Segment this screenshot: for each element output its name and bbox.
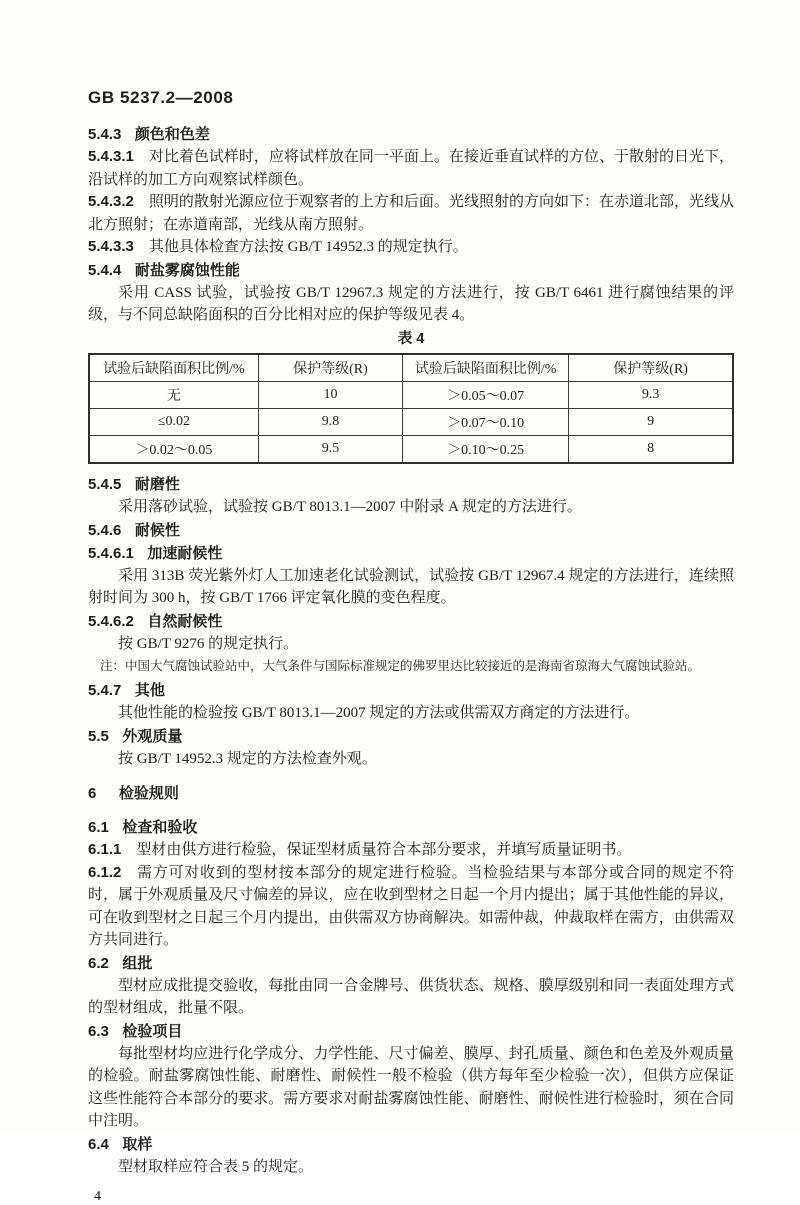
table-cell: 9.8: [258, 409, 402, 436]
heading-5-4-3: [88, 123, 734, 146]
heading-number: 5.4.6.2: [88, 612, 134, 630]
paragraph-other-tests: 其他性能的检验按 GB/T 8013.1—2007 规定的方法或供需双方商定的方法进行。: [118, 705, 640, 721]
clause-5-4-3-2: [88, 191, 734, 236]
heading-number: 5.4.3: [88, 126, 122, 143]
clause-6-1-1: [88, 839, 734, 862]
paragraph-appearance: 按 GB/T 14952.3 规定的方法检查外观。: [118, 750, 377, 767]
heading-title: 自然耐候性: [147, 612, 223, 630]
heading-title: 加速耐候性: [147, 544, 223, 562]
table-cell: 9.3: [569, 382, 733, 409]
clause-text: 对比着色试样时，应将试样放在同一平面上。在接近垂直试样的方位、于散射的日光下，沿试样的加工方向观察试样颜色。: [88, 149, 734, 188]
heading-5-4-6: [88, 519, 734, 542]
heading-6-1: [88, 816, 734, 839]
heading-number: 6.1: [88, 819, 109, 836]
clause-5-4-3-1: [88, 146, 734, 191]
heading-number: 5.5: [88, 727, 109, 745]
heading-title: 组批: [122, 954, 153, 972]
heading-title: 检查和验收: [122, 819, 198, 836]
heading-title: 检验项目: [122, 1022, 183, 1040]
table-cell: ＞0.02～0.05: [89, 436, 258, 464]
paragraph-natural-weathering: 按 GB/T 9276 的规定执行。: [118, 635, 299, 652]
heading-6-2: [88, 952, 734, 975]
heading-title: 耐候性: [134, 521, 180, 539]
table-row: [89, 382, 733, 409]
heading-6-4: [88, 1133, 734, 1156]
clause-text: 需方可对收到的型材按本部分的规定进行检验。当检验结果与本部分或合同的规定不符时，属于外观质量及尺寸偏差的异议，应在收到型材之日起一个月内提出；属于其他性能的异议，可在收到型材之日起三个月内提出，由供需双方协商解决。如需仲裁，仲裁取样在需方，由供需双方共同进行。: [88, 864, 734, 948]
heading-5-4-6-1: [88, 542, 734, 565]
chapter-heading-6: [88, 782, 734, 805]
table-row: [89, 409, 733, 436]
paragraph-salt-spray: 采用 CASS 试验，试验按 GB/T 12967.3 规定的方法进行，按 GB/T 6461 进行腐蚀结果的评级，与不同总缺陷面积的百分比相对应的保护等级见表 4。: [88, 284, 734, 323]
heading-title: 颜色和色差: [134, 126, 210, 143]
clause-number: 6.1.2: [88, 863, 122, 881]
clause-number: 5.4.3.2: [88, 193, 134, 210]
chapter-number: 6: [88, 785, 97, 802]
table-cell: ＞0.07～0.10: [403, 409, 569, 436]
table-row: [89, 436, 733, 464]
clause-6-1-2: [88, 862, 734, 952]
paragraph-inspection-items: 每批型材均应进行化学成分、力学性能、尺寸偏差、膜厚、封孔质量、颜色和色差及外观质量的检验。耐盐雾腐蚀性能、耐磨性、耐候性一般不检验（供方每年至少检验一次），但供方应保证这些性能符合本部分的要求。需方要求对耐盐雾腐蚀性能、耐磨性、耐候性进行检验时，须在合同中注明。: [88, 1045, 734, 1129]
table-cell: 无: [89, 382, 258, 409]
clause-text: 其他具体检查方法按 GB/T 14952.3 的规定执行。: [148, 239, 468, 255]
heading-5-5: [88, 725, 734, 748]
heading-title: 取样: [122, 1135, 153, 1153]
table-cell: ≤0.02: [89, 409, 258, 436]
table-header-cell: 试验后缺陷面积比例/%: [89, 354, 258, 382]
heading-number: 5.4.6: [88, 521, 122, 539]
table-cell: ＞0.10～0.25: [403, 436, 569, 464]
clause-number: 5.4.3.3: [88, 238, 134, 255]
table-cell: 9: [569, 409, 733, 436]
table-cell: 8: [569, 436, 733, 464]
table-cell: ＞0.05～0.07: [403, 382, 569, 409]
table-cell: 10: [258, 382, 402, 409]
note-weathering-station: 注：中国大气腐蚀试验站中，大气条件与国际标准规定的佛罗里达比较接近的是海南省琼海大气腐蚀试验站。: [100, 659, 701, 673]
heading-number: 6.4: [88, 1135, 109, 1153]
heading-6-3: [88, 1020, 734, 1043]
heading-title: 外观质量: [122, 727, 183, 745]
heading-number: 6.2: [88, 954, 109, 972]
clause-text: 照明的散射光源应位于观察者的上方和后面。光线照射的方向如下：在赤道北部，光线从北方照射；在赤道南部，光线从南方照射。: [88, 194, 734, 233]
standard-number: GB 5237.2—2008: [88, 88, 234, 107]
heading-number: 5.4.7: [88, 682, 122, 699]
table4-caption: 表 4: [397, 330, 425, 347]
table-header-cell: 保护等级(R): [258, 354, 402, 382]
paragraph-lot-formation: 型材应成批提交验收，每批由同一合金牌号、供货状态、规格、膜厚级别和同一表面处理方式的型材组成，批量不限。: [88, 977, 734, 1016]
table-cell: 9.5: [258, 436, 402, 464]
paragraph-abrasion: 采用落砂试验，试验按 GB/T 8013.1—2007 中附录 A 规定的方法进行。: [118, 499, 582, 515]
heading-number: 6.3: [88, 1022, 109, 1040]
table-header-cell: 保护等级(R): [569, 354, 733, 382]
heading-5-4-6-2: [88, 610, 734, 633]
heading-number: 5.4.6.1: [88, 544, 134, 562]
clause-number: 5.4.3.1: [88, 148, 134, 165]
chapter-title: 检验规则: [118, 785, 179, 802]
clause-5-4-3-3: [88, 236, 734, 259]
heading-title: 其他: [134, 682, 165, 699]
clause-text: 型材由供方进行检验，保证型材质量符合本部分要求，并填写质量证明书。: [136, 842, 632, 858]
paragraph-accelerated-weathering: 采用 313B 荧光紫外灯人工加速老化试验测试，试验按 GB/T 12967.4 规定的方法进行，连续照射时间为 300 h，按 GB/T 1766 评定氧化膜的变色程度。: [88, 567, 734, 606]
heading-5-4-5: [88, 473, 734, 496]
heading-5-4-7: [88, 679, 734, 702]
table-header-cell: 试验后缺陷面积比例/%: [403, 354, 569, 382]
clause-number: 6.1.1: [88, 841, 122, 858]
heading-number: 5.4.5: [88, 476, 122, 493]
heading-5-4-4: [88, 259, 734, 282]
table-4: [88, 353, 734, 465]
page-number: 4: [94, 1189, 101, 1204]
heading-title: 耐盐雾腐蚀性能: [134, 261, 240, 279]
paragraph-sampling: 型材取样应符合表 5 的规定。: [118, 1158, 314, 1175]
heading-number: 5.4.4: [88, 261, 122, 279]
heading-title: 耐磨性: [134, 476, 180, 493]
table-header-row: [89, 354, 733, 382]
